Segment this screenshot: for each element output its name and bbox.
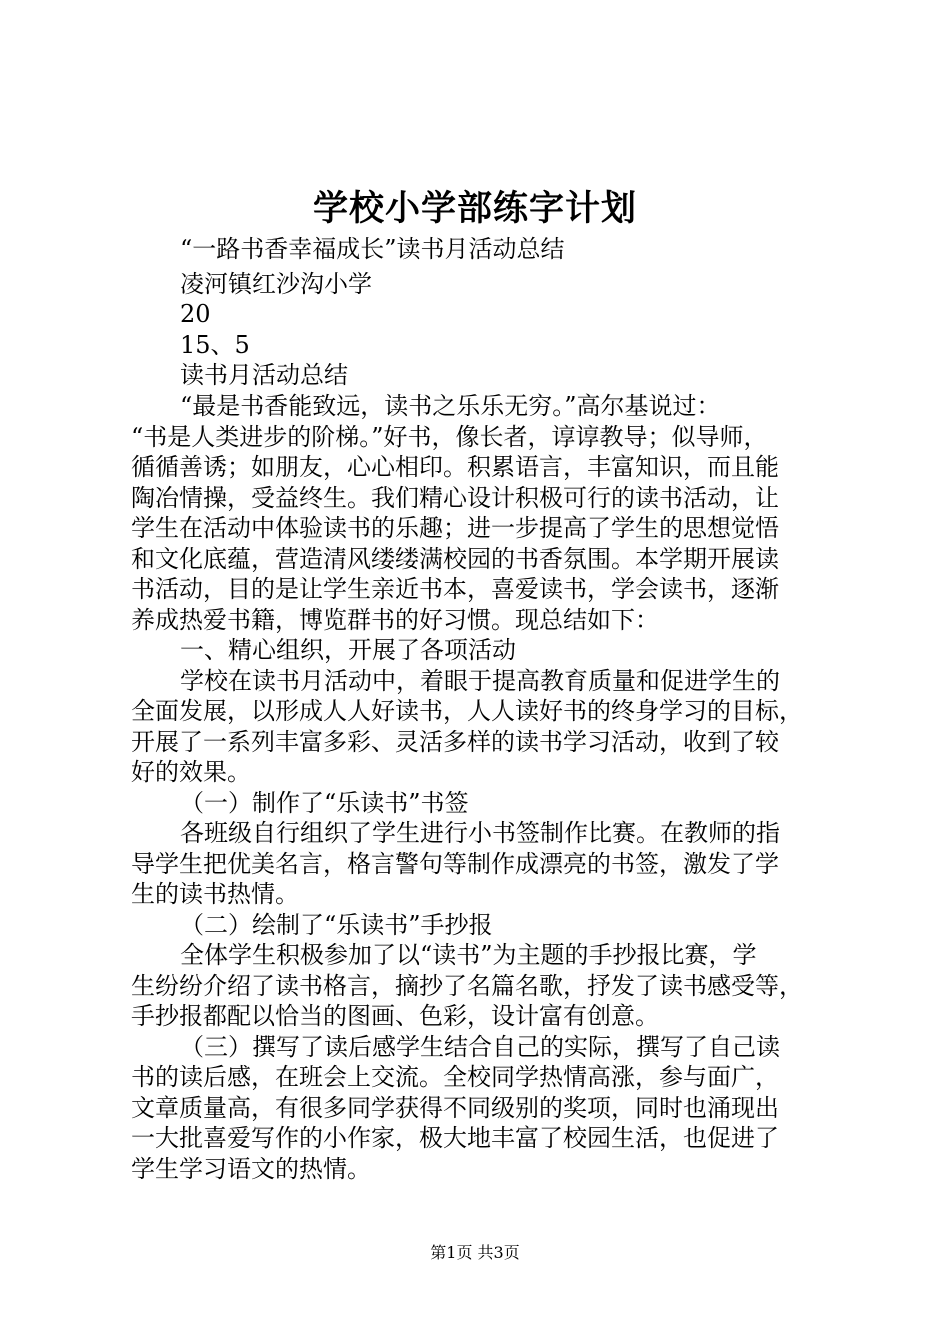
paragraph-line: 陶冶情操，受益终生。我们精心设计积极可行的读书活动，让 — [131, 484, 779, 512]
paragraph-line: “书是人类进步的阶梯。”好书，像长者，谆谆教导；似导师， — [131, 423, 768, 451]
paragraph-line: 手抄报都配以恰当的图画、色彩，设计富有创意。 — [131, 1002, 659, 1030]
paragraph-line: 和文化底蕴，营造清风缕缕满校园的书香氛围。本学期开展读 — [131, 545, 779, 573]
document-title: 学校小学部练字计划 — [312, 188, 637, 229]
paragraph-line: 20 — [180, 300, 211, 328]
paragraph-line: 凌河镇红沙沟小学 — [180, 270, 372, 298]
paragraph-line: 好的效果。 — [131, 758, 251, 786]
section-heading: 一、精心组织，开展了各项活动 — [180, 636, 516, 664]
paragraph-line: 书的读后感，在班会上交流。全校同学热情高涨，参与面广， — [131, 1063, 779, 1091]
paragraph-line: 生纷纷介绍了读书格言，摘抄了名篇名歌，抒发了读书感受等， — [131, 972, 803, 1000]
subsection-heading: （一）制作了“乐读书”书签 — [180, 789, 469, 817]
subsection-heading: （三）撰写了读后感学生结合自己的实际，撰写了自己读 — [180, 1033, 780, 1061]
paragraph-line: 循循善诱；如朋友，心心相印。积累语言，丰富知识，而且能 — [131, 453, 779, 481]
paragraph-line: 读书月活动总结 — [180, 361, 348, 389]
paragraph-line: 书活动，目的是让学生亲近书本，喜爱读书，学会读书，逐渐 — [131, 575, 779, 603]
paragraph-line: 15、5 — [180, 331, 250, 359]
subsection-heading: （二）绘制了“乐读书”手抄报 — [180, 911, 493, 939]
paragraph-line: 文章质量高，有很多同学获得不同级别的奖项，同时也涌现出 — [131, 1094, 779, 1122]
paragraph-line: 生的读书热情。 — [131, 880, 299, 908]
paragraph-line: 学生学习语文的热情。 — [131, 1155, 371, 1183]
paragraph-line: 一大批喜爱写作的小作家，极大地丰富了校园生活，也促进了 — [131, 1124, 779, 1152]
paragraph-line: 养成热爱书籍，博览群书的好习惯。现总结如下： — [131, 606, 659, 634]
page-footer: 第1页 共3页 — [430, 1243, 520, 1262]
paragraph-line: 开展了一系列丰富多彩、灵活多样的读书学习活动，收到了较 — [131, 728, 779, 756]
paragraph-line: 导学生把优美名言，格言警句等制作成漂亮的书签，激发了学 — [131, 850, 779, 878]
paragraph-line: 学校在读书月活动中，着眼于提高教育质量和促进学生的 — [180, 667, 780, 695]
paragraph-line: 各班级自行组织了学生进行小书签制作比赛。在教师的指 — [180, 819, 780, 847]
paragraph-line: 全体学生积极参加了以“读书”为主题的手抄报比赛，学 — [180, 941, 757, 969]
paragraph-line: “一路书香幸福成长”读书月活动总结 — [180, 235, 565, 263]
paragraph-line: 学生在活动中体验读书的乐趣；进一步提高了学生的思想觉悟 — [131, 514, 779, 542]
paragraph-line: 全面发展，以形成人人好读书，人人读好书的终身学习的目标， — [131, 697, 803, 725]
paragraph-line: “最是书香能致远，读书之乐乐无穷。”高尔基说过： — [180, 392, 721, 420]
